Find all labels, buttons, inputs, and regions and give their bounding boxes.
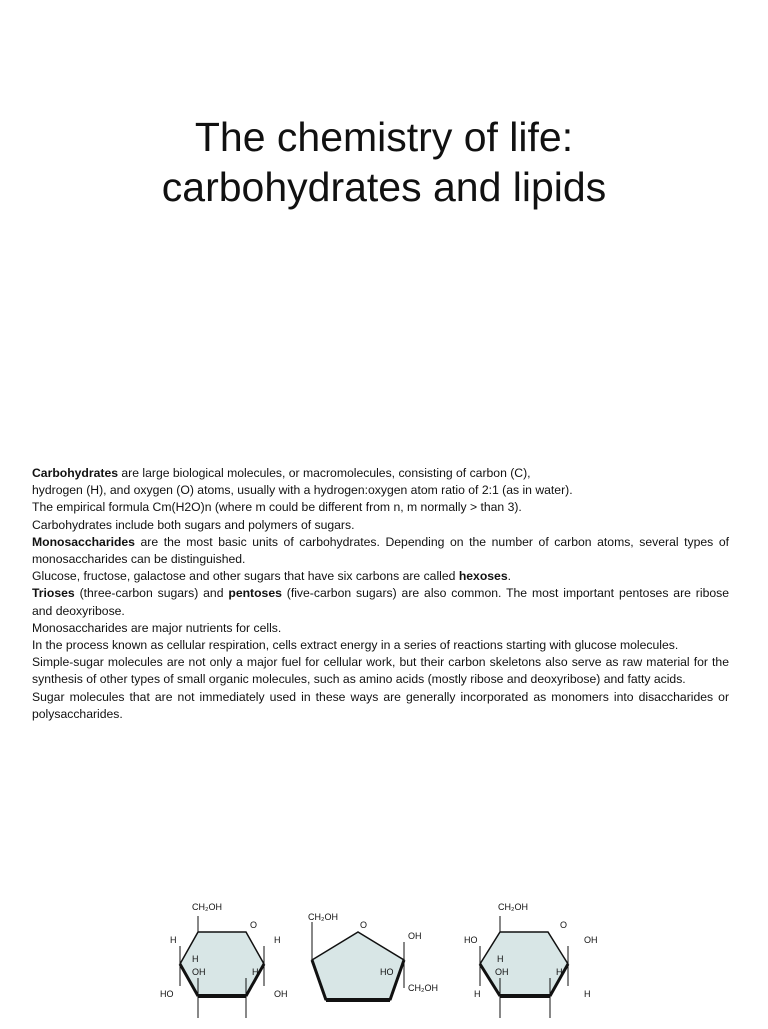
glucose-structure [160,902,288,1018]
glucose-h-label: H [274,935,281,945]
paragraph [32,637,729,654]
term-bold: hexoses [458,569,508,584]
paragraph-text: Sugar molecules that are not immediately used in these ways are generally incorporated as monomers into disaccharides or polysaccharides. [32,689,729,721]
galactose-structure [464,902,598,1018]
fructose-o-label: O [360,920,368,930]
paragraph-text: . [507,569,511,584]
galactose-h-label: H [474,989,481,999]
glucose-h-label: H [192,954,199,964]
paragraph [32,482,729,499]
paragraph-text: are large biological molecules, or macromolecules, consisting of carbon (C), [118,466,531,480]
paragraph-text: (five-carbon sugars) are also common. The most important pentoses are ribose and deoxyribose. [32,586,729,618]
galactose-oh-label: OH [584,935,598,945]
term-bold: pentoses [228,586,282,601]
fructose-ch2oh-label: CH₂OH [308,912,338,922]
glucose-ch2oh-label: CH₂OH [192,902,222,912]
paragraph-text: hydrogen (H), and oxygen (O) atoms, usually with a hydrogen:oxygen atom ratio of 2:1 (as in water). [32,483,573,498]
galactose-h-label: H [497,954,504,964]
glucose-ho-label: HO [160,989,174,999]
paragraph [32,585,729,619]
glucose-h-label: H [252,967,259,977]
body-text [32,465,729,723]
paragraph-text: are the most basic units of carbohydrates. Depending on the number of carbon atoms, several types of monosaccharides can be distinguished. [32,534,729,567]
paragraph-text: In the process known as cellular respiration, cells extract energy in a series of reactions starting with glucose molecules. [32,638,679,653]
paragraph [32,534,729,568]
term-bold: Trioses [32,586,75,601]
glucose-o-label: O [250,920,258,930]
paragraph [32,689,729,723]
galactose-oh-label: OH [495,967,509,977]
glucose-oh-label: OH [192,967,206,977]
monosaccharide-structures-figure [150,896,620,1024]
glucose-oh-label: OH [274,989,288,999]
paragraph-text: The empirical formula Cm(H2O)n (where m could be different from n, m normally > than 3). [32,500,522,515]
paragraph-text: Carbohydrates include both sugars and polymers of sugars. [32,517,355,532]
fructose-ring [312,932,404,1000]
galactose-ho-label: HO [464,935,478,945]
term-bold: Monosaccharides [32,534,135,549]
galactose-ch2oh-label: CH₂OH [498,902,528,912]
paragraph-text: Simple-sugar molecules are not only a major fuel for cellular work, but their carbon skeletons also serve as raw material for the synthesis of other types of small organic molecules, such as amino acids (mostly ribose and deoxyribose) and fatty acids. [32,655,729,687]
title-line-1: The chemistry of life: [194,114,574,160]
paragraph [32,568,729,585]
galactose-h-label: H [584,989,591,999]
paragraph [32,620,729,637]
paragraph-text: (three-carbon sugars) and [74,586,229,601]
haworth-projections-svg [150,896,620,1024]
fructose-oh-label: OH [408,931,422,941]
slide-title [0,112,768,212]
glucose-h-label: H [170,935,177,945]
title-line-2: carbohydrates and lipids [161,164,607,210]
fructose-ho-label: HO [380,967,394,977]
paragraph-text: Glucose, fructose, galactose and other sugars that have six carbons are called [32,569,459,584]
term-bold: Carbohydrates [32,466,119,480]
paragraph [32,499,729,516]
fructose-structure [308,912,438,1000]
galactose-o-label: O [560,920,568,930]
galactose-h-label: H [556,967,563,977]
paragraph [32,517,729,534]
paragraph [32,465,729,482]
paragraph [32,654,729,688]
paragraph-text: Monosaccharides are major nutrients for cells. [32,620,282,635]
fructose-ch2oh-label: CH₂OH [408,983,438,993]
